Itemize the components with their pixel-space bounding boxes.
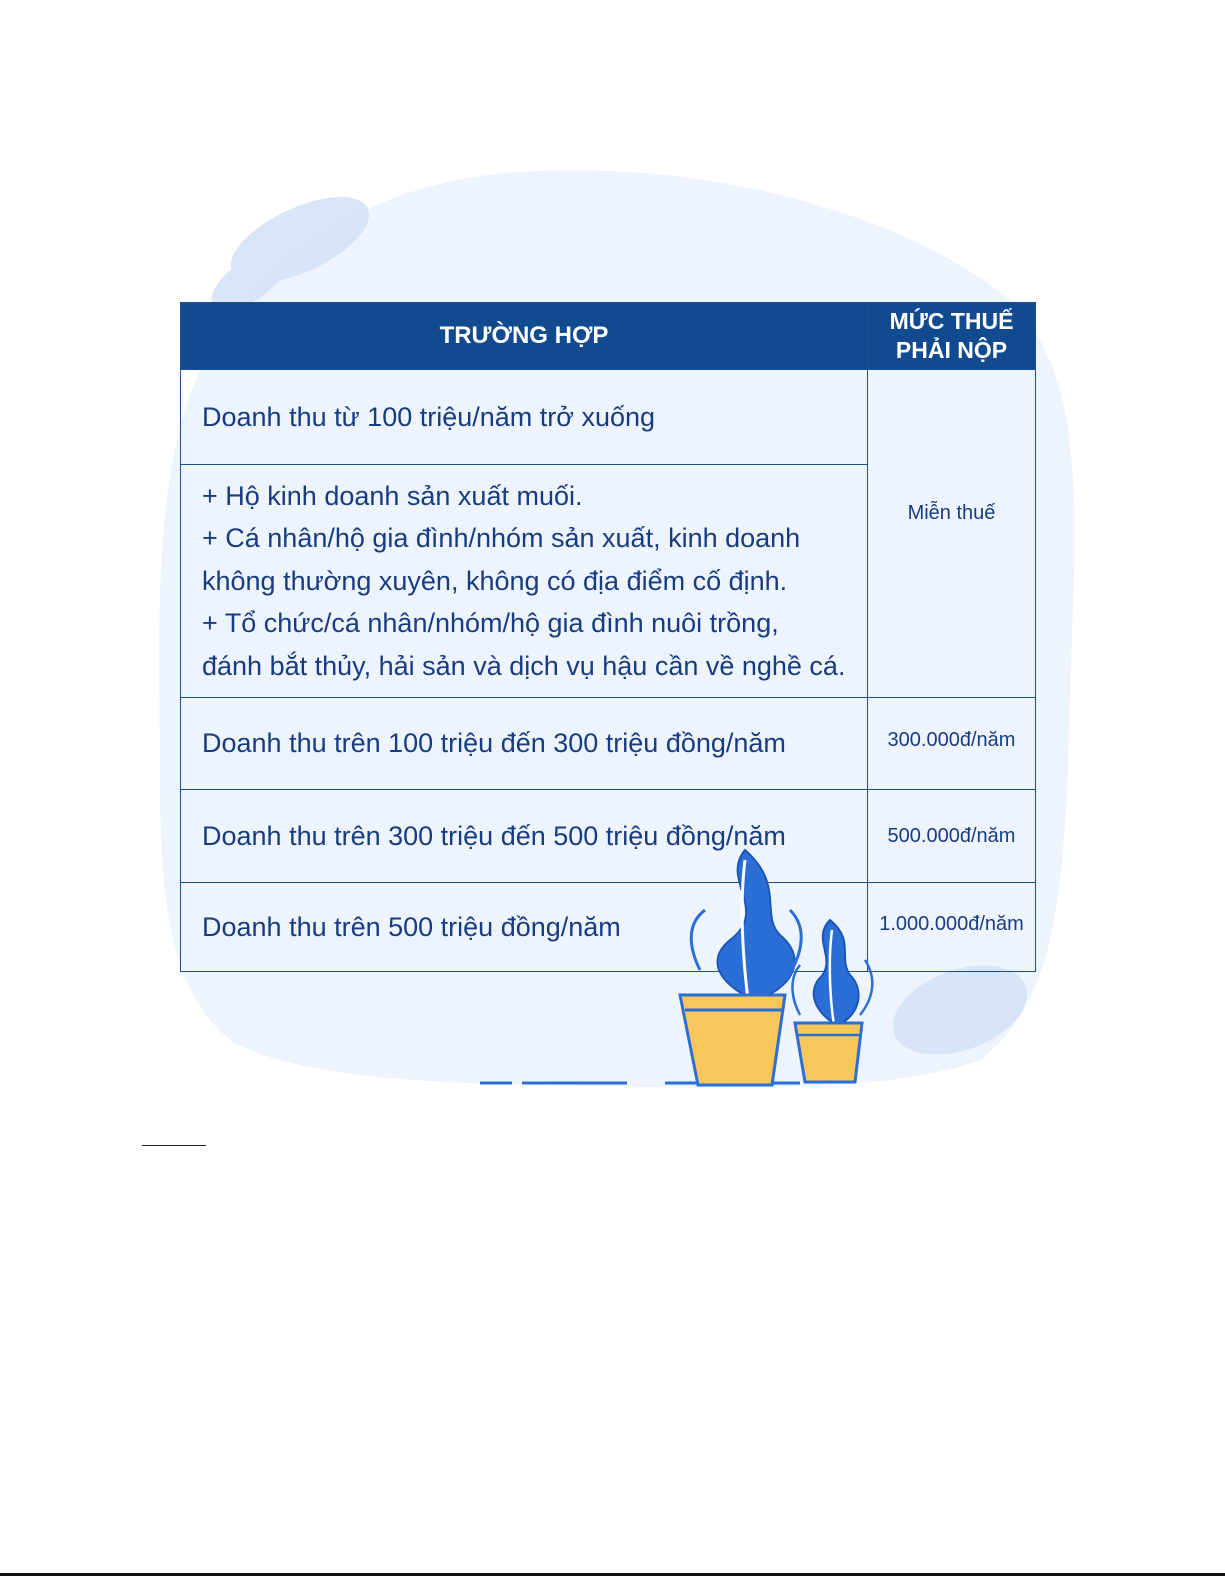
tax-cell: 500.000đ/năm [868, 790, 1036, 883]
list-item: + Tổ chức/cá nhân/nhóm/hộ gia đình nuôi trồng, [202, 608, 779, 639]
case-cell: Doanh thu trên 300 triệu đến 500 triệu đồng/năm [181, 790, 868, 883]
case-list-cell [181, 465, 868, 698]
table-row [181, 370, 1036, 465]
list-item: không thường xuyên, không có địa điểm cố định. [202, 565, 788, 596]
header-case: TRƯỜNG HỢP [181, 303, 868, 370]
exempt-text: Miễn thuế [907, 502, 996, 524]
case-cell: Doanh thu từ 100 triệu/năm trở xuống [181, 370, 868, 465]
tax-cell: 300.000đ/năm [868, 698, 1036, 790]
header-tax-line1: MỨC THUẾ [889, 308, 1014, 334]
list-item: + Hộ kinh doanh sản xuất muối. [202, 480, 583, 511]
table-row [181, 883, 1036, 972]
case-cell: Doanh thu trên 500 triệu đồng/năm [181, 883, 868, 972]
header-tax [868, 303, 1036, 370]
list-item: đánh bắt thủy, hải sản và dịch vụ hậu cần về nghề cá. [202, 650, 846, 681]
tax-cell: 1.000.000đ/năm [868, 883, 1036, 972]
large-plant [680, 850, 801, 1085]
case-cell: Doanh thu trên 100 triệu đến 300 triệu đồng/năm [181, 698, 868, 790]
table-row [181, 698, 1036, 790]
page-bottom-rule [0, 1573, 1225, 1576]
table-header-row [181, 303, 1036, 370]
header-tax-line2: PHẢI NỘP [895, 337, 1008, 363]
footnote-separator [142, 1145, 206, 1146]
tax-rate-table [180, 302, 1036, 972]
list-item: + Cá nhân/hộ gia đình/nhóm sản xuất, kinh doanh [202, 523, 801, 554]
potted-plants-illustration [660, 840, 890, 1090]
table-row [181, 790, 1036, 883]
exempt-cell [868, 370, 1036, 698]
small-plant [792, 920, 872, 1082]
